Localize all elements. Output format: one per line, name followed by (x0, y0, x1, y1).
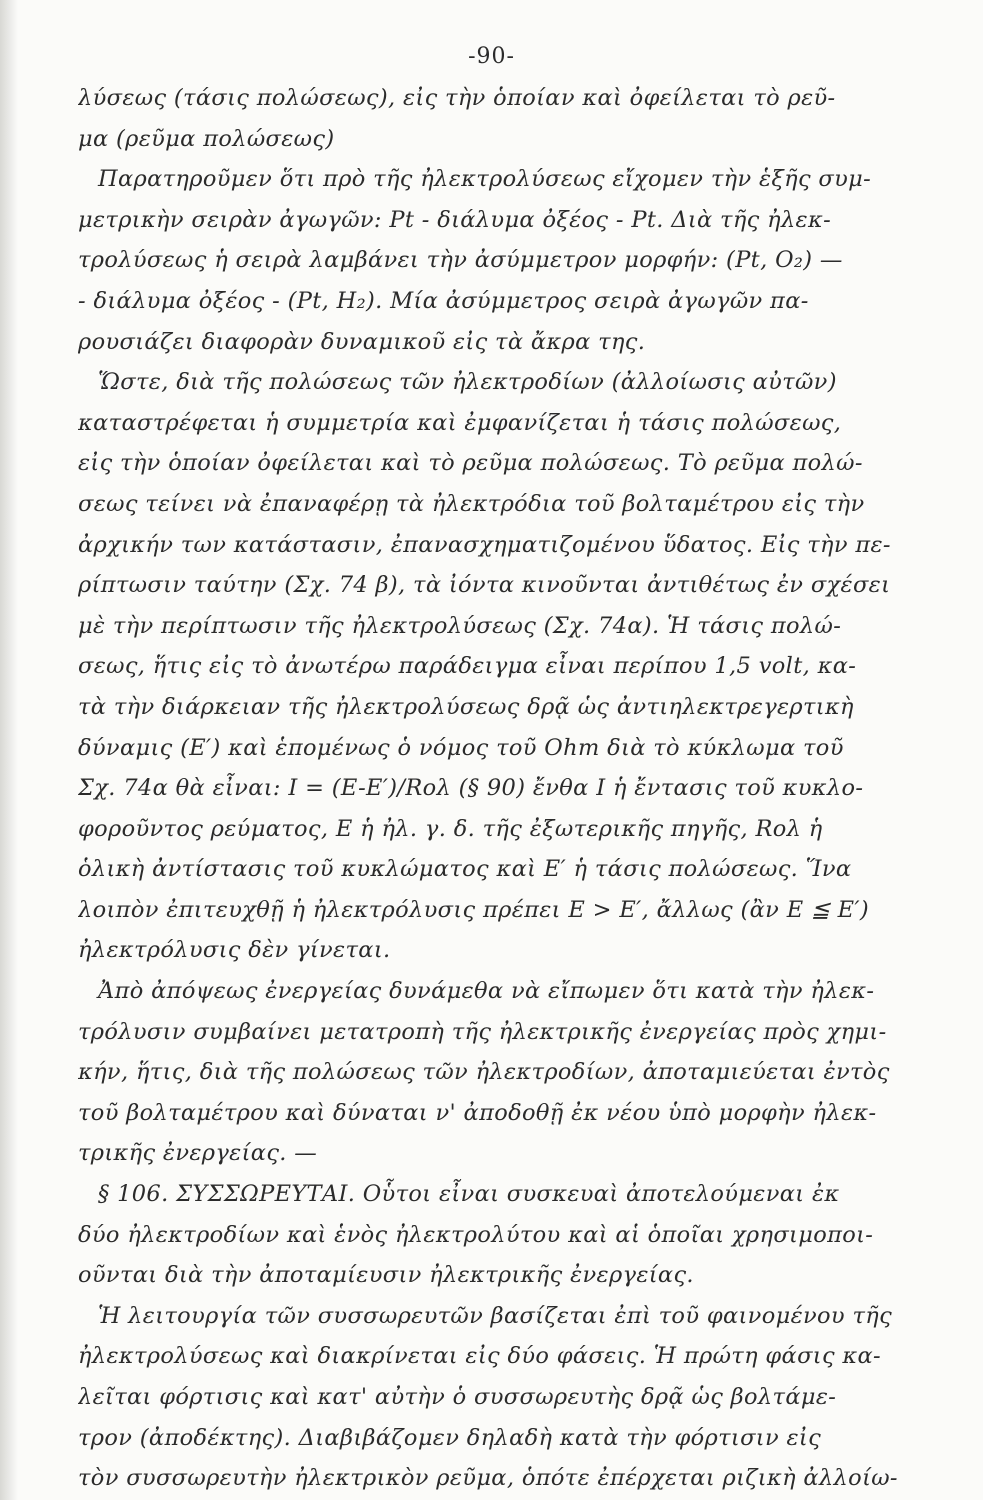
text-line: φοροῦντος ρεύματος, E ἡ ἠλ. γ. δ. τῆς ἐξωτερικῆς πηγῆς, Rολ ἡ (78, 815, 823, 842)
text-line: τρόλυσιν συμβαίνει μετατροπὴ τῆς ἠλεκτρικῆς ἐνεργείας πρὸς χημι- (78, 1018, 887, 1045)
text-line: Ἀπὸ ἀπόψεως ἐνεργείας δυνάμεθα νὰ εἴπωμεν ὅτι κατὰ τὴν ἠλεκ- (98, 978, 875, 1005)
page-edge-shadow (0, 0, 18, 1500)
text-line: σεως, ἥτις εἰς τὸ ἀνωτέρω παράδειγμα εἶναι περίπου 1,5 volt, κα- (78, 653, 857, 680)
text-line: τὸν συσσωρευτὴν ἠλεκτρικὸν ρεῦμα, ὁπότε ἐπέρχεται ριζικὴ ἀλλοίω- (78, 1465, 898, 1492)
text-line: τρολύσεως ἡ σειρὰ λαμβάνει τὴν ἀσύμμετρον μορφήν: (Pt, O₂) — (78, 247, 843, 274)
text-line: ὁλικὴ ἀντίστασις τοῦ κυκλώματος καὶ E′ ἡ τάσις πολώσεως. Ἵνα (78, 856, 852, 883)
text-line: σεως τείνει νὰ ἐπαναφέρῃ τὰ ἠλεκτρόδια τοῦ βολταμέτρου εἰς τὴν (78, 490, 865, 517)
text-line: μα (ρεῦμα πολώσεως) (78, 125, 335, 152)
text-line: οῦνται διὰ τὴν ἀποταμίευσιν ἠλεκτρικῆς ἐνεργείας. (78, 1262, 694, 1289)
text-line: Ἡ λειτουργία τῶν συσσωρευτῶν βασίζεται ἐπὶ τοῦ φαινομένου τῆς (98, 1302, 893, 1329)
text-line: λοιπὸν ἐπιτευχθῇ ἡ ἠλεκτρόλυσις πρέπει E > E′, ἄλλως (ἂν E ≦ E′) (78, 896, 870, 923)
text-line: τρον (ἀποδέκτης). Διαβιβάζομεν δηλαδὴ κατὰ τὴν φόρτισιν εἰς (78, 1424, 822, 1451)
text-line: καταστρέφεται ἡ συμμετρία καὶ ἐμφανίζεται ἡ τάσις πολώσεως, (78, 409, 842, 436)
text-line: τρικῆς ἐνεργείας. — (78, 1140, 318, 1167)
text-line: τοῦ βολταμέτρου καὶ δύναται ν' ἀποδοθῇ ἐκ νέου ὑπὸ μορφὴν ἠλεκ- (78, 1099, 877, 1126)
text-line: Παρατηροῦμεν ὅτι πρὸ τῆς ἠλεκτρολύσεως εἴχομεν τὴν ἑξῆς συμ- (98, 166, 872, 193)
handwritten-text-body (78, 78, 938, 1499)
text-line: ἀρχικήν των κατάστασιν, ἐπανασχηματιζομένου ὕδατος. Εἰς τὴν πε- (78, 531, 891, 558)
text-line: ἠλεκτρολύσεως καὶ διακρίνεται εἰς δύο φάσεις. Ἡ πρώτη φάσις κα- (78, 1343, 882, 1370)
text-line: ρουσιάζει διαφορὰν δυναμικοῦ εἰς τὰ ἄκρα της. (78, 328, 646, 355)
text-line: δύναμις (E′) καὶ ἑπομένως ὁ νόμος τοῦ Ohm διὰ τὸ κύκλωμα τοῦ (78, 734, 844, 761)
text-line: δύο ἠλεκτροδίων καὶ ἑνὸς ἠλεκτρολύτου καὶ αἱ ὁποῖαι χρησιμοποι- (78, 1221, 874, 1248)
text-line: κήν, ἥτις, διὰ τῆς πολώσεως τῶν ἠλεκτροδίων, ἀποταμιεύεται ἐντὸς (78, 1059, 890, 1086)
text-line: λύσεως (τάσις πολώσεως), εἰς τὴν ὁποίαν καὶ ὀφείλεται τὸ ρεῦ- (78, 85, 836, 111)
text-line: - διάλυμα ὀξέος - (Pt, H₂). Μία ἀσύμμετρος σειρὰ ἀγωγῶν πα- (78, 287, 809, 314)
page-number: -90- (468, 44, 515, 69)
text-line: ἠλεκτρόλυσις δὲν γίνεται. (78, 937, 391, 964)
text-line: ρίπτωσιν ταύτην (Σχ. 74 β), τὰ ἰόντα κινοῦνται ἀντιθέτως ἐν σχέσει (78, 572, 891, 599)
text-line: τὰ τὴν διάρκειαν τῆς ἠλεκτρολύσεως δρᾷ ὡς ἀντιηλεκτρεγερτικὴ (78, 693, 854, 720)
text-line: Σχ. 74α θὰ εἶναι: I = (E-E′)/Rολ (§ 90) ἔνθα I ἡ ἔντασις τοῦ κυκλο- (78, 775, 864, 802)
text-line: λεῖται φόρτισις καὶ κατ' αὐτὴν ὁ συσσωρευτὴς δρᾷ ὡς βολτάμε- (78, 1384, 837, 1410)
text-line: μετρικὴν σειρὰν ἀγωγῶν: Pt - διάλυμα ὀξέος - Pt. Διὰ τῆς ἠλεκ- (78, 206, 832, 233)
text-line: § 106. ΣΥΣΣΩΡΕΥΤΑΙ. Οὗτοι εἶναι συσκευαὶ ἀποτελούμεναι ἐκ (98, 1181, 840, 1208)
text-line: μὲ τὴν περίπτωσιν τῆς ἠλεκτρολύσεως (Σχ. 74α). Ἡ τάσις πολώ- (78, 612, 842, 639)
text-line: Ὥστε, διὰ τῆς πολώσεως τῶν ἠλεκτροδίων (ἀλλοίωσις αὐτῶν) (98, 369, 837, 396)
text-line: εἰς τὴν ὁποίαν ὀφείλεται καὶ τὸ ρεῦμα πολώσεως. Τὸ ρεῦμα πολώ- (78, 450, 863, 477)
